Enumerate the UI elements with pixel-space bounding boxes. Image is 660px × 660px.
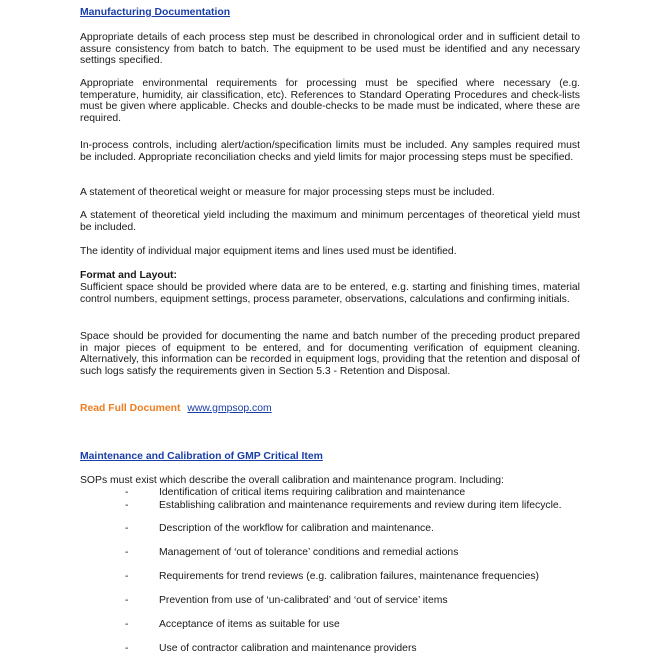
bullet-dash: - bbox=[125, 500, 129, 511]
list-item-text: Identification of critical items requiring calibration and maintenance bbox=[159, 487, 466, 498]
calibration-intro-text: SOPs must exist which describe the overall calibration and maintenance program. Including: bbox=[80, 475, 504, 486]
list-item-text: Description of the workflow for calibration and maintenance. bbox=[159, 523, 434, 534]
paragraph-sufficient-space: Sufficient space should be provided where data are to be entered, e.g. starting and finishing times, material control numbers, equipment settings, process parameter, observations, calculations and confirming initials. bbox=[80, 282, 580, 305]
section-title-maintenance-calibration[interactable]: Maintenance and Calibration of GMP Critical Item bbox=[80, 451, 323, 462]
list-item-text: Use of contractor calibration and maintenance providers bbox=[159, 643, 417, 654]
bullet-dash: - bbox=[125, 619, 129, 630]
paragraph-equipment-identity: The identity of individual major equipment items and lines used must be identified. bbox=[80, 246, 457, 257]
list-item-text: Management of ‘out of tolerance’ conditions and remedial actions bbox=[159, 547, 459, 558]
paragraph-in-process-controls: In-process controls, including alert/action/specification limits must be included. Any samples required must be included. Appropriate reconciliation checks and yield limits for major processing steps must be specified. bbox=[80, 140, 580, 163]
bullet-dash: - bbox=[125, 643, 129, 654]
paragraph-process-steps: Appropriate details of each process step must be described in chronological order and in sufficient detail to assure consistency from batch to batch. The equipment to be used must be identified and any necessary settings specified. bbox=[80, 32, 580, 67]
read-full-document-row bbox=[80, 403, 272, 414]
list-item-text: Requirements for trend reviews (e.g. calibration failures, maintenance frequencies) bbox=[159, 571, 540, 582]
bullet-dash: - bbox=[125, 487, 129, 498]
read-full-document-label: Read Full Document bbox=[80, 403, 181, 414]
paragraph-theoretical-yield: A statement of theoretical yield including the maximum and minimum percentages of theoretical yield must be included. bbox=[80, 210, 580, 233]
list-item-text: Acceptance of items as suitable for use bbox=[159, 619, 340, 630]
paragraph-batch-documentation: Space should be provided for documenting the name and batch number of the preceding product prepared in major pieces of equipment to be entered, and for documenting verification of equipment cleaning. Alternatively, this information can be recorded in equipment logs, providing that the retention and disposal of such logs satisfy the requirements given in Section 5.3 - Retention and Disposal. bbox=[80, 331, 580, 377]
format-and-layout-heading: Format and Layout: bbox=[80, 270, 177, 281]
list-item-text: Prevention from use of ‘un-calibrated’ and ‘out of service’ items bbox=[159, 595, 448, 606]
list-item-text: Establishing calibration and maintenance requirements and review during item lifecycle. bbox=[159, 500, 562, 511]
paragraph-environmental-requirements: Appropriate environmental requirements for processing must be specified where necessary (e.g. temperature, humidity, air classification, etc). References to Standard Operating Procedures and check-lists must be given where applicable. Checks and double-checks to be made must be indicated, where these are required. bbox=[80, 78, 580, 124]
bullet-dash: - bbox=[125, 571, 129, 582]
gmpsop-link[interactable]: www.gmpsop.com bbox=[187, 403, 272, 414]
paragraph-theoretical-weight: A statement of theoretical weight or measure for major processing steps must be included. bbox=[80, 187, 495, 198]
section-title-manufacturing-documentation[interactable]: Manufacturing Documentation bbox=[80, 7, 231, 18]
bullet-dash: - bbox=[125, 547, 129, 558]
bullet-dash: - bbox=[125, 595, 129, 606]
bullet-dash: - bbox=[125, 523, 129, 534]
